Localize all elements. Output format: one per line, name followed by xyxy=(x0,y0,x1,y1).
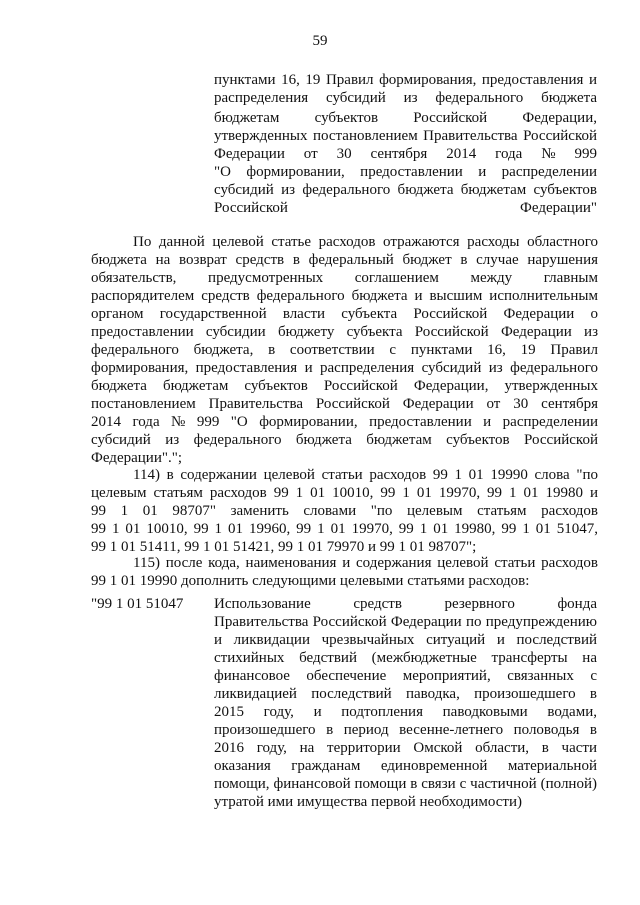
text-line: распределения субсидий из федерального бюджета xyxy=(214,90,597,106)
text-line: субсидий из федерального бюджета бюджетам субъектов xyxy=(214,182,597,198)
code-entry-code: "99 1 01 51047 xyxy=(91,596,184,612)
text-line: "О формировании, предоставлении и распределении xyxy=(214,164,597,180)
text-line: По данной целевой статье расходов отражаются расходы областного xyxy=(133,234,598,250)
text-line: 99 1 01 51411, 99 1 01 51421, 99 1 01 79970 и 99 1 01 98707"; xyxy=(91,539,477,555)
text-line: 99 1 01 10010, 99 1 01 19960, 99 1 01 19970, 99 1 01 19980, 99 1 01 51047, xyxy=(91,521,598,537)
text-line: бюджета бюджетам субъектов Российской Федерации, утвержденных xyxy=(91,378,598,394)
text-line: субсидий из федерального бюджета бюджетам субъектов Российской xyxy=(91,432,598,448)
text-line: Федерации от 30 сентября 2014 года № 999 xyxy=(214,146,597,162)
text-line: 114) в содержании целевой статьи расходов 99 1 01 19990 слова "по xyxy=(133,467,598,483)
description-line: стихийных бедствий (межбюджетные трансферты на xyxy=(214,650,597,666)
text-line: целевым статьям расходов 99 1 01 10010, 99 1 01 19970, 99 1 01 19980 и xyxy=(91,485,598,501)
text-line: обязательств, предусмотренных соглашением между главным xyxy=(91,270,598,286)
description-line: ликвидацией последствий паводка, произошедшего в xyxy=(214,686,597,702)
description-line: оказания гражданам единовременной материальной xyxy=(214,758,597,774)
description-line: произошедшего в период весенне-летнего половодья в xyxy=(214,722,597,738)
description-line: утратой ими имущества первой необходимости) xyxy=(214,794,522,810)
text-line: постановлением Правительства Российской Федерации от 30 сентября xyxy=(91,396,598,412)
description-line: 2015 году, и подтопления паводковыми водами, xyxy=(214,704,597,720)
description-line: и ликвидации чрезвычайных ситуаций и последствий xyxy=(214,632,597,648)
text-line: федерального бюджета, в соответствии с пунктами 16, 19 Правил xyxy=(91,342,598,358)
description-line: помощи, финансовой помощи в связи с частичной (полной) xyxy=(214,776,597,792)
text-line: утвержденных постановлением Правительства Российской xyxy=(214,128,597,144)
text-line: бюджета на возврат средств в федеральный бюджет в случае нарушения xyxy=(91,252,598,268)
text-line: Федерации"."; xyxy=(91,450,183,466)
text-line: Российской Федерации" xyxy=(214,200,597,216)
text-line: органом государственной власти субъекта Российской Федерации о xyxy=(91,306,598,322)
text-line: 115) после кода, наименования и содержания целевой статьи расходов xyxy=(133,555,598,571)
page-number: 59 xyxy=(312,33,328,49)
text-line: предоставлении субсидии бюджету субъекта Российской Федерации из xyxy=(91,324,598,340)
text-line: распорядителем средств федерального бюджета и высшим исполнительным xyxy=(91,288,598,304)
text-line: пунктами 16, 19 Правил формирования, предоставления и xyxy=(214,72,597,88)
text-line: 2014 года № 999 "О формировании, предоставлении и распределении xyxy=(91,414,598,430)
text-line: бюджетам субъектов Российской Федерации, xyxy=(214,110,597,126)
text-line: формирования, предоставления и распределения субсидий из федерального xyxy=(91,360,598,376)
description-line: Правительства Российской Федерации по предупреждению xyxy=(214,614,597,630)
description-line: финансовое обеспечение мероприятий, связанных с xyxy=(214,668,597,684)
description-line: 2016 году, на территории Омской области, в части xyxy=(214,740,597,756)
text-line: 99 1 01 19990 дополнить следующими целевыми статьями расходов: xyxy=(91,573,530,589)
description-line: Использование средств резервного фонда xyxy=(214,596,597,612)
text-line: 99 1 01 98707" заменить словами "по целевым статьям расходов xyxy=(91,503,598,519)
